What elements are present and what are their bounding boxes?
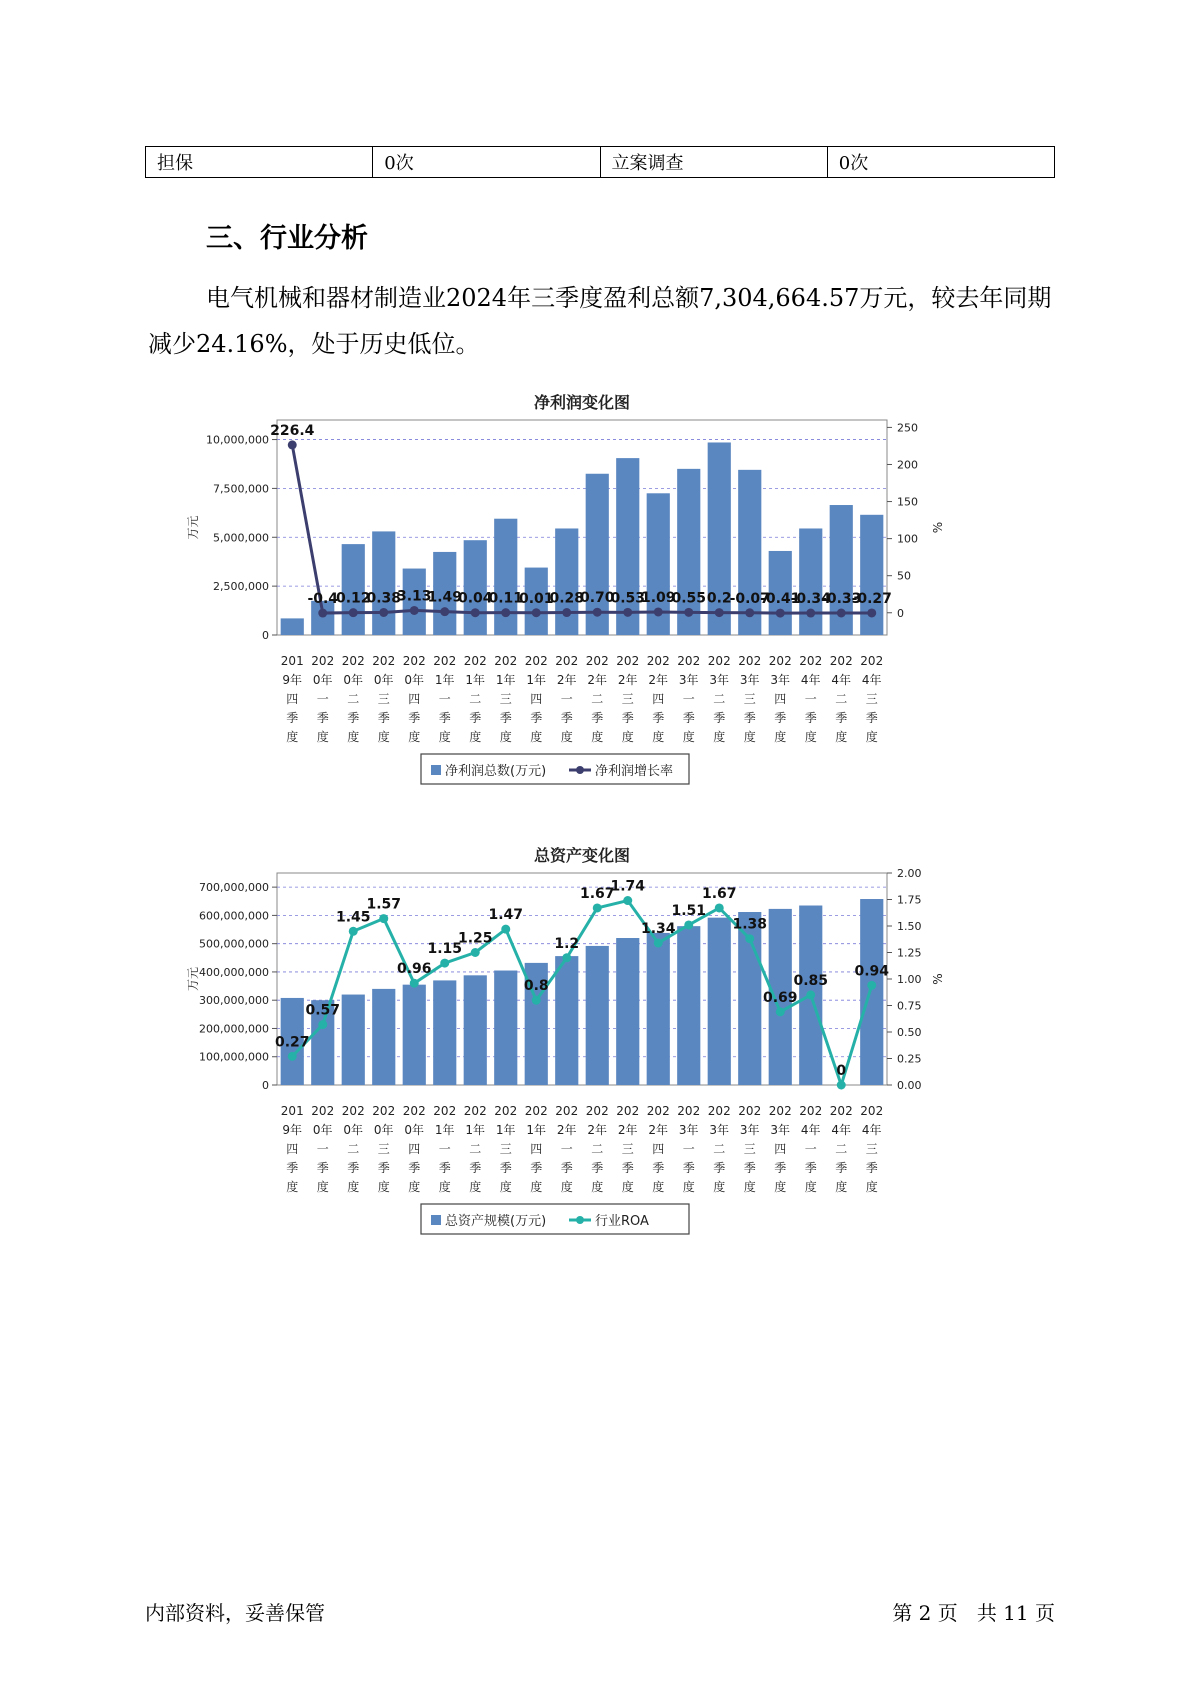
x-tick-label: 202 1年四季度 [524,1104,548,1194]
x-tick-label: 202 0年四季度 [402,1104,426,1194]
y-axis-title: 万元 [186,966,200,992]
x-tick-label: 202 1年一季度 [433,654,457,744]
data-label: 1.47 [488,907,524,924]
data-label: 0.8 [523,978,549,995]
y-tick-label: 2,500,000 [213,580,269,594]
x-tick-label: 202 1年一季度 [433,1104,457,1194]
bar [372,989,395,1085]
legend-marker-line [576,1216,584,1224]
chart-title: 总资产变化图 [533,846,631,865]
legend-swatch-bar [431,765,441,775]
x-tick-label: 202 0年三季度 [372,1104,396,1194]
series-point [837,1081,846,1090]
bar [555,528,578,635]
chart-title: 净利润变化图 [533,393,631,412]
y-tick-label: 100,000,000 [199,1050,269,1064]
series-point [745,608,754,617]
x-tick-label: 202 4年一季度 [799,1104,823,1194]
series-point [837,609,846,618]
footer-left: 内部资料，妥善保管 [145,1601,325,1625]
x-tick-label: 202 3年四季度 [768,654,792,744]
series-point [410,979,419,988]
legend-label-bar: 总资产规模(万元) [445,1214,547,1229]
table-cell: 0次 [827,147,1054,178]
series-point [288,440,297,449]
x-tick-label: 202 2年一季度 [555,1104,579,1194]
series-point [806,609,815,618]
x-tick-label: 202 3年四季度 [768,1104,792,1194]
bar [494,519,517,635]
series-point [349,927,358,936]
bar [281,618,304,635]
data-label: -0.27 [851,590,892,607]
y2-tick-label: 1.50 [897,920,922,933]
x-tick-label: 202 4年一季度 [799,654,823,744]
data-label: 3.13 [396,588,432,605]
series-point [623,896,632,905]
data-label: -0.34 [790,591,831,608]
data-label: 226.4 [270,422,315,439]
bar [555,956,578,1085]
series-point [288,1052,297,1061]
data-label: 0.55 [671,590,707,607]
legend-label-line: 行业ROA [595,1214,649,1229]
y-tick-label: 0 [262,629,269,642]
series-point [867,608,876,617]
x-tick-label: 201 9年四季度 [280,1104,304,1194]
data-label: 0.12 [335,590,371,607]
y2-axis-title: % [931,973,945,985]
series-point [562,953,571,962]
data-label: 0.53 [610,590,646,607]
table-cell: 担保 [146,147,373,178]
y2-tick-label: 0.50 [897,1026,922,1039]
y2-tick-label: 0.25 [897,1052,922,1066]
data-label: 1.15 [427,941,463,958]
data-label: 1.74 [610,878,646,895]
x-tick-label: 202 3年一季度 [677,654,701,744]
x-tick-label: 202 2年四季度 [646,1104,670,1194]
data-label: 0.96 [396,961,432,978]
data-label: 1.49 [427,589,463,606]
y2-tick-label: 100 [897,532,918,546]
series-point [684,608,693,617]
x-tick-label: 202 1年二季度 [463,1104,487,1194]
table-cell: 0次 [373,147,600,178]
series-point [379,608,388,617]
x-tick-label: 202 1年二季度 [463,654,487,744]
x-tick-label: 202 2年二季度 [585,654,609,744]
y-tick-label: 600,000,000 [199,909,269,923]
series-point [623,608,632,617]
series-point [654,607,663,616]
y2-tick-label: 1.25 [897,946,922,960]
series-point [410,606,419,615]
y2-tick-label: 150 [897,495,918,509]
data-label: 0.85 [793,972,829,989]
series-point [776,609,785,618]
y-tick-label: 500,000,000 [199,937,269,951]
data-label: 0.94 [854,963,890,980]
series-point [532,996,541,1005]
data-label: 1.09 [640,589,676,606]
footer-page-number: 第 2 页 共 11 页 [892,1601,1055,1625]
legend-label-bar: 净利润总数(万元) [445,764,547,779]
y-tick-label: 300,000,000 [199,994,269,1008]
data-label: -0.41 [760,591,801,608]
series-point [440,959,449,968]
x-tick-label: 202 4年三季度 [860,1104,884,1194]
y-tick-label: 7,500,000 [213,482,269,496]
series-point [593,903,602,912]
x-tick-label: 202 1年三季度 [494,654,518,744]
bar [586,946,609,1085]
series-point [532,608,541,617]
y2-tick-label: 50 [897,569,911,583]
x-tick-label: 202 3年二季度 [707,1104,731,1194]
data-label: 1.67 [701,885,737,902]
x-tick-label: 202 1年四季度 [524,654,548,744]
data-label: 0.69 [762,989,798,1006]
data-label: 0.28 [549,590,585,607]
x-tick-label: 202 3年三季度 [738,1104,762,1194]
data-label: 0.04 [457,590,493,607]
y2-tick-label: 0 [897,606,904,620]
x-tick-label: 202 4年二季度 [829,654,853,744]
data-label: 0.01 [518,590,554,607]
data-label: 0.2 [706,590,732,607]
bar [372,531,395,635]
data-label: 0.70 [579,590,615,607]
x-tick-label: 202 0年二季度 [341,654,365,744]
bar [708,918,731,1085]
x-tick-label: 202 4年三季度 [860,654,884,744]
y2-tick-label: 1.75 [897,893,922,907]
y-tick-label: 5,000,000 [213,531,269,545]
data-label: 1.34 [640,920,676,937]
series-point [745,934,754,943]
bar [342,995,365,1085]
total-assets-chart [185,846,1025,1338]
data-label: 1.25 [457,930,493,947]
x-tick-label: 202 4年二季度 [829,1104,853,1194]
data-label: 1.2 [554,935,580,952]
y2-axis-title: % [931,521,945,534]
net-profit-chart [185,390,1025,840]
series-point [501,925,510,934]
x-tick-label: 202 0年一季度 [311,654,335,744]
legend-label-line: 净利润增长率 [595,764,674,779]
x-tick-label: 202 2年一季度 [555,654,579,744]
series-point [715,608,724,617]
series-point [379,914,388,923]
bar [677,926,700,1085]
y2-tick-label: 1.00 [897,973,922,986]
series-point [593,608,602,617]
bar [616,938,639,1085]
bar [403,985,426,1085]
x-tick-label: 202 0年三季度 [372,654,396,744]
series-point [471,948,480,957]
y-axis-title: 万元 [186,515,200,540]
bar [860,899,883,1085]
data-label: -0.33 [821,591,862,608]
bar [464,540,487,635]
analysis-paragraph: 电气机械和器材制造业2024年三季度盈利总额7,304,664.57万元，较去年同期减少24.16%，处于历史低位。 [148,284,1052,358]
legend-swatch-bar [431,1215,441,1225]
series-point [684,920,693,929]
x-tick-label: 202 0年四季度 [402,654,426,744]
series-point [471,608,480,617]
series-point [318,1020,327,1029]
y2-tick-label: 200 [897,458,918,472]
x-tick-label: 202 0年二季度 [341,1104,365,1194]
x-tick-label: 202 3年二季度 [707,654,731,744]
series-point [318,609,327,618]
y-tick-label: 700,000,000 [199,881,269,895]
y-tick-label: 200,000,000 [199,1022,269,1036]
data-label: 0.27 [274,1034,310,1051]
x-tick-label: 202 2年三季度 [616,654,640,744]
bar [494,971,517,1085]
bar [342,544,365,635]
table-row [146,147,1055,178]
series-point [654,938,663,947]
table-cell: 立案调查 [600,147,827,178]
risk-table [145,146,1055,178]
series-point [715,903,724,912]
data-label: 0.11 [488,590,524,607]
series-point [440,607,449,616]
section-title: 三、行业分析 [206,223,368,254]
data-label: 1.45 [335,909,371,926]
series-point [501,608,510,617]
x-tick-label: 201 9年四季度 [280,654,304,744]
data-label: 1.67 [579,885,615,902]
x-tick-label: 202 2年二季度 [585,1104,609,1194]
bar [647,933,670,1085]
x-tick-label: 202 2年四季度 [646,654,670,744]
legend-marker-line [576,766,584,774]
data-label: 1.51 [671,902,707,919]
x-tick-label: 202 3年一季度 [677,1104,701,1194]
series-point [867,981,876,990]
series-point [776,1007,785,1016]
y2-tick-label: 0.00 [897,1079,922,1092]
data-label: 1.57 [366,896,402,913]
data-label: -0.4 [307,591,339,608]
bar [464,975,487,1085]
x-tick-label: 202 2年三季度 [616,1104,640,1194]
data-label: 1.38 [732,916,768,933]
data-label: -0.07 [729,590,770,607]
x-tick-label: 202 3年三季度 [738,654,762,744]
series-point [562,608,571,617]
bar [799,528,822,635]
y2-tick-label: 250 [897,421,918,435]
series-point [806,990,815,999]
y-tick-label: 0 [262,1079,269,1092]
bar [433,980,456,1085]
y2-tick-label: 2.00 [897,867,922,880]
y2-tick-label: 0.75 [897,999,922,1013]
y-tick-label: 400,000,000 [199,965,269,979]
y-tick-label: 10,000,000 [206,433,269,447]
data-label: 0.38 [366,590,402,607]
series-point [349,608,358,617]
x-tick-label: 202 0年一季度 [311,1104,335,1194]
data-label: 0.57 [305,1002,341,1019]
x-tick-label: 202 1年三季度 [494,1104,518,1194]
data-label: 0 [836,1063,847,1079]
